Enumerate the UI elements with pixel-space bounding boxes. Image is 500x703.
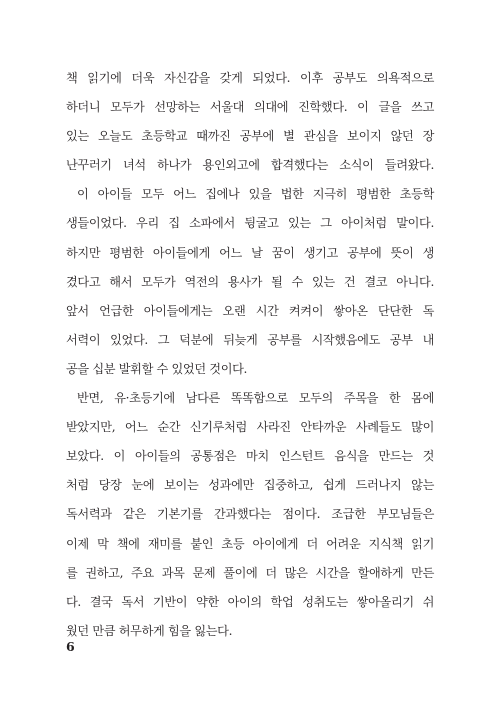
text-line: 앞서 언급한 아이들에게는 오랜 시간 켜켜이 쌓아온 단단한 독 [66, 303, 434, 318]
text-line: 를 권하고, 주요 과목 문제 풀이에 더 많은 시간을 할애하게 만든 [66, 565, 434, 580]
page-number: 6 [66, 639, 75, 654]
text-line: 난꾸러기 녀석 하나가 용인외고에 합격했다는 소식이 들려왔다. [66, 158, 434, 173]
text-line: 하지만 평범한 아이들에게 어느 날 꿈이 생기고 공부에 뜻이 생 [66, 245, 434, 260]
text-line: 생들이었다. 우리 집 소파에서 뒹굴고 있는 그 아이처럼 말이다. [66, 216, 434, 231]
text-line: 공을 십분 발휘할 수 있었던 것이다. [66, 361, 248, 376]
text-line: 있는 오늘도 초등학교 때까진 공부에 별 관심을 보이지 않던 장 [66, 129, 434, 144]
text-line: 서력이 있었다. 그 덕분에 뒤늦게 공부를 시작했음에도 공부 내 [66, 332, 434, 347]
text-line: 보았다. 이 아이들의 공통점은 마치 인스턴트 음식을 만드는 것 [66, 449, 434, 464]
text-line: 처럼 당장 눈에 보이는 성과에만 집중하고, 쉽게 드러나지 않는 [66, 478, 434, 493]
text-line: 받았지만, 어느 순간 신기루처럼 사라진 안타까운 사례들도 많이 [66, 420, 434, 435]
text-line: 독서력과 같은 기본기를 간과했다는 점이다. 조급한 부모님들은 [66, 507, 434, 522]
text-line: 책 읽기에 더욱 자신감을 갖게 되었다. 이후 공부도 의욕적으로 [66, 71, 434, 85]
text-line: 웠던 만큼 허무하게 힘을 잃는다. [66, 623, 233, 638]
text-line: 이 아이들 모두 어느 집에나 있을 법한 지극히 평범한 초등학 [77, 187, 434, 202]
text-line: 다. 결국 독서 기반이 약한 아이의 학업 성취도는 쌓아올리기 쉬 [66, 594, 434, 609]
text-line: 하더니 모두가 선망하는 서울대 의대에 진학했다. 이 글을 쓰고 [66, 100, 434, 115]
text-line: 이제 막 책에 재미를 붙인 초등 아이에게 더 어려운 지식책 읽기 [66, 536, 434, 551]
text-line: 반면, 유·초등기에 남다른 똑똑함으로 모두의 주목을 한 몸에 [77, 391, 434, 406]
body-text [66, 64, 434, 646]
text-line: 겼다고 해서 모두가 역전의 용사가 될 수 있는 건 결코 아니다. [66, 274, 434, 289]
